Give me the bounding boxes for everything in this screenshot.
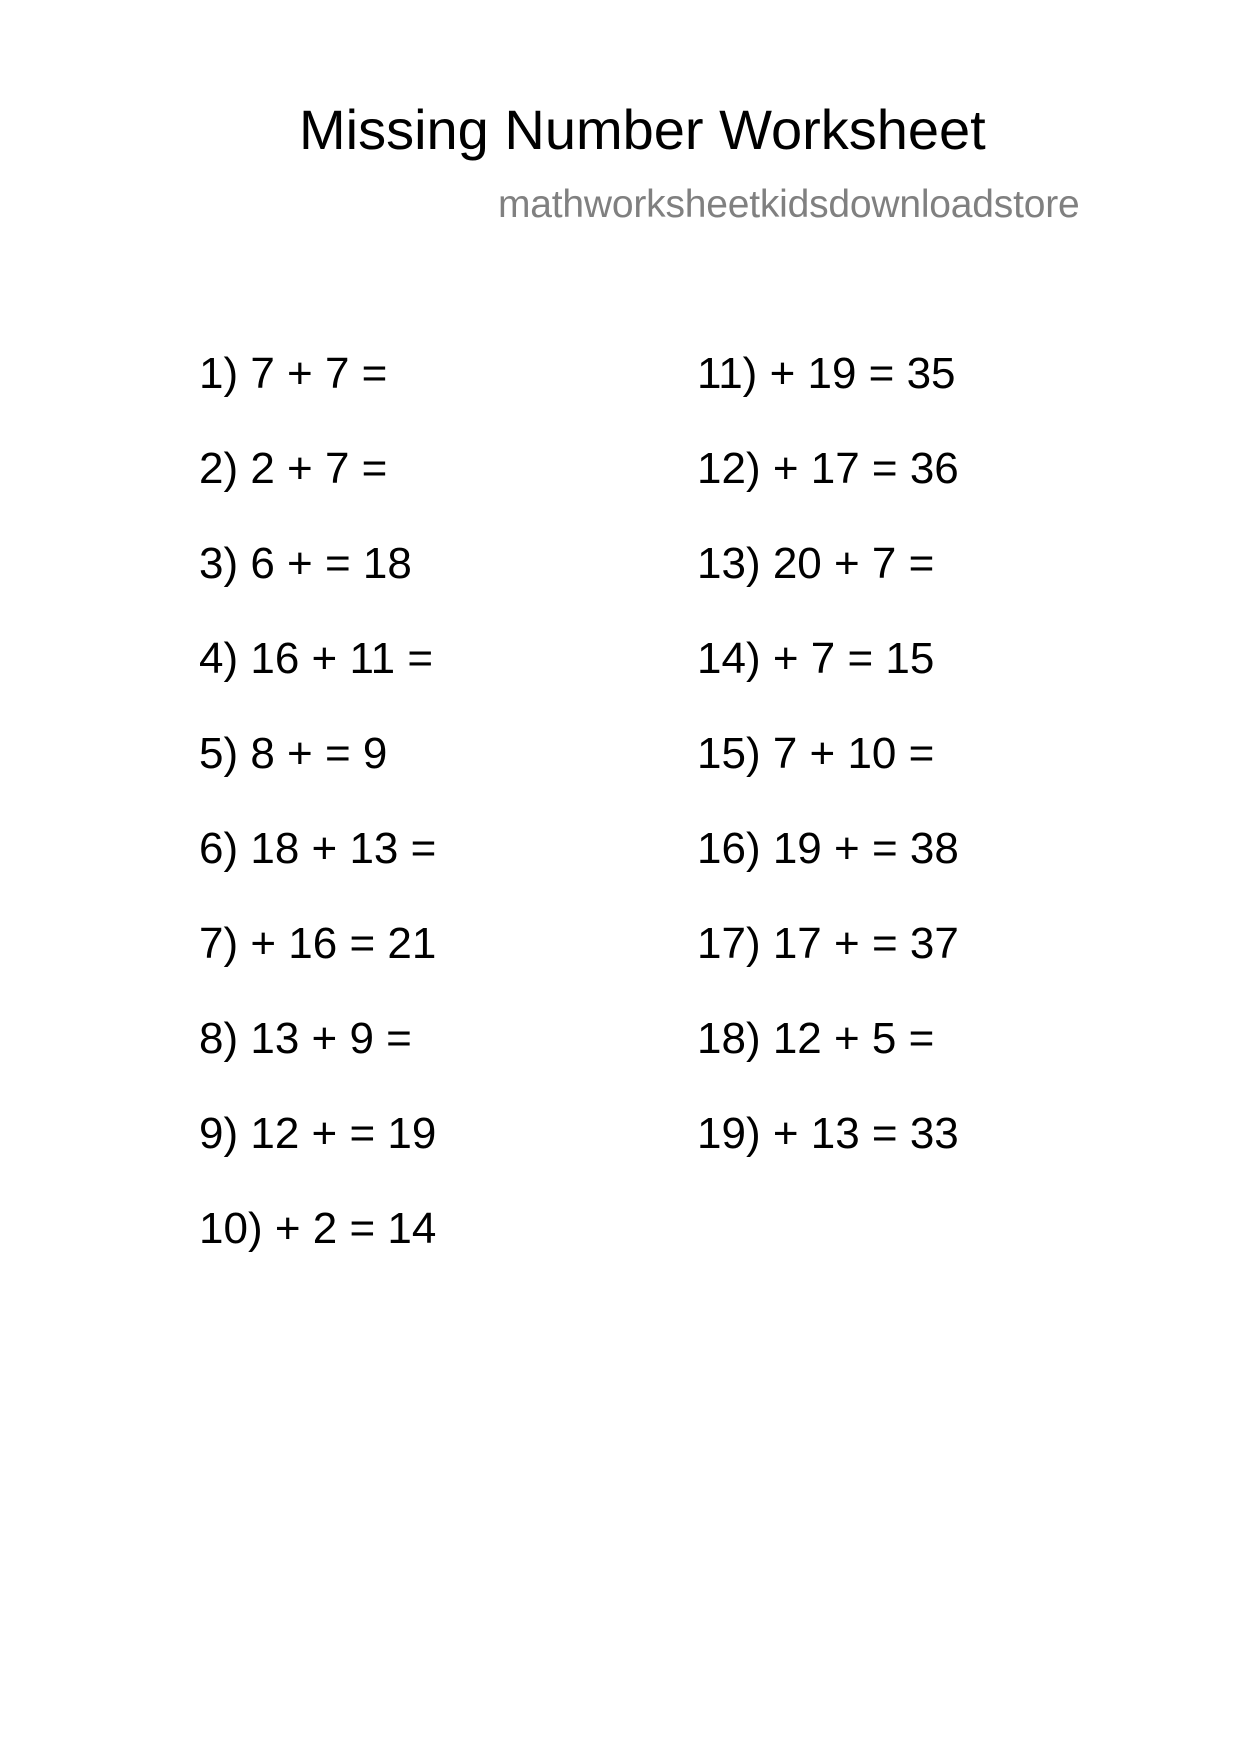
problem-after: + 17 = 36 (772, 444, 959, 493)
problem-7 (199, 916, 436, 1011)
worksheet-title: Missing Number Worksheet (299, 98, 986, 161)
problem-after: = 19 (349, 1109, 437, 1158)
problem-11 (697, 346, 959, 441)
problem-number: 16) (697, 824, 761, 873)
problem-before: 20 + 7 = (772, 539, 935, 588)
problem-number: 18) (697, 1014, 761, 1063)
problem-5 (199, 726, 436, 821)
problem-before: 8 + (250, 729, 313, 778)
problem-before: 7 + 10 = (772, 729, 935, 778)
problem-number: 1) (199, 349, 239, 398)
problem-3 (199, 536, 436, 631)
problem-before: 18 + 13 = (250, 824, 437, 873)
problem-13 (697, 536, 959, 631)
problem-15 (697, 726, 959, 821)
problem-number: 10) (199, 1204, 263, 1253)
problem-6 (199, 821, 436, 916)
problem-after: = 9 (324, 729, 388, 778)
problem-10 (199, 1201, 436, 1296)
problem-number: 8) (199, 1014, 239, 1063)
problem-14 (697, 631, 959, 726)
problem-column-right (697, 346, 959, 1201)
problem-before: 12 + (250, 1109, 338, 1158)
worksheet-source: mathworksheetkidsdownloadstore (498, 183, 1080, 226)
problem-number: 2) (199, 444, 239, 493)
problem-after: = 37 (871, 919, 959, 968)
problem-4 (199, 631, 436, 726)
problem-after: + 19 = 35 (769, 349, 956, 398)
problem-number: 3) (199, 539, 239, 588)
problem-before: 17 + (772, 919, 860, 968)
problem-number: 6) (199, 824, 239, 873)
problem-before: 16 + 11 = (250, 634, 434, 683)
problem-12 (697, 441, 959, 536)
problem-9 (199, 1106, 436, 1201)
problem-before: 19 + (772, 824, 860, 873)
problem-after: + 16 = 21 (250, 919, 437, 968)
problem-number: 9) (199, 1109, 239, 1158)
problem-before: 13 + 9 = (250, 1014, 412, 1063)
problem-after: + 7 = 15 (772, 634, 935, 683)
problem-8 (199, 1011, 436, 1106)
problem-number: 15) (697, 729, 761, 778)
problem-number: 19) (697, 1109, 761, 1158)
problem-number: 14) (697, 634, 761, 683)
problem-18 (697, 1011, 959, 1106)
problem-number: 13) (697, 539, 761, 588)
problem-after: + 2 = 14 (274, 1204, 437, 1253)
problem-number: 17) (697, 919, 761, 968)
problem-after: + 13 = 33 (772, 1109, 959, 1158)
problem-number: 4) (199, 634, 239, 683)
problem-after: = 38 (871, 824, 959, 873)
problem-before: 6 + (250, 539, 313, 588)
problem-after: = 18 (324, 539, 412, 588)
problem-1 (199, 346, 436, 441)
problem-17 (697, 916, 959, 1011)
problem-16 (697, 821, 959, 916)
problem-number: 5) (199, 729, 239, 778)
problem-before: 7 + 7 = (250, 349, 388, 398)
problem-19 (697, 1106, 959, 1201)
problem-number: 11) (697, 349, 758, 398)
problem-before: 12 + 5 = (772, 1014, 935, 1063)
problem-2 (199, 441, 436, 536)
problem-before: 2 + 7 = (250, 444, 388, 493)
problem-number: 12) (697, 444, 761, 493)
problem-number: 7) (199, 919, 239, 968)
problem-column-left (199, 346, 436, 1296)
